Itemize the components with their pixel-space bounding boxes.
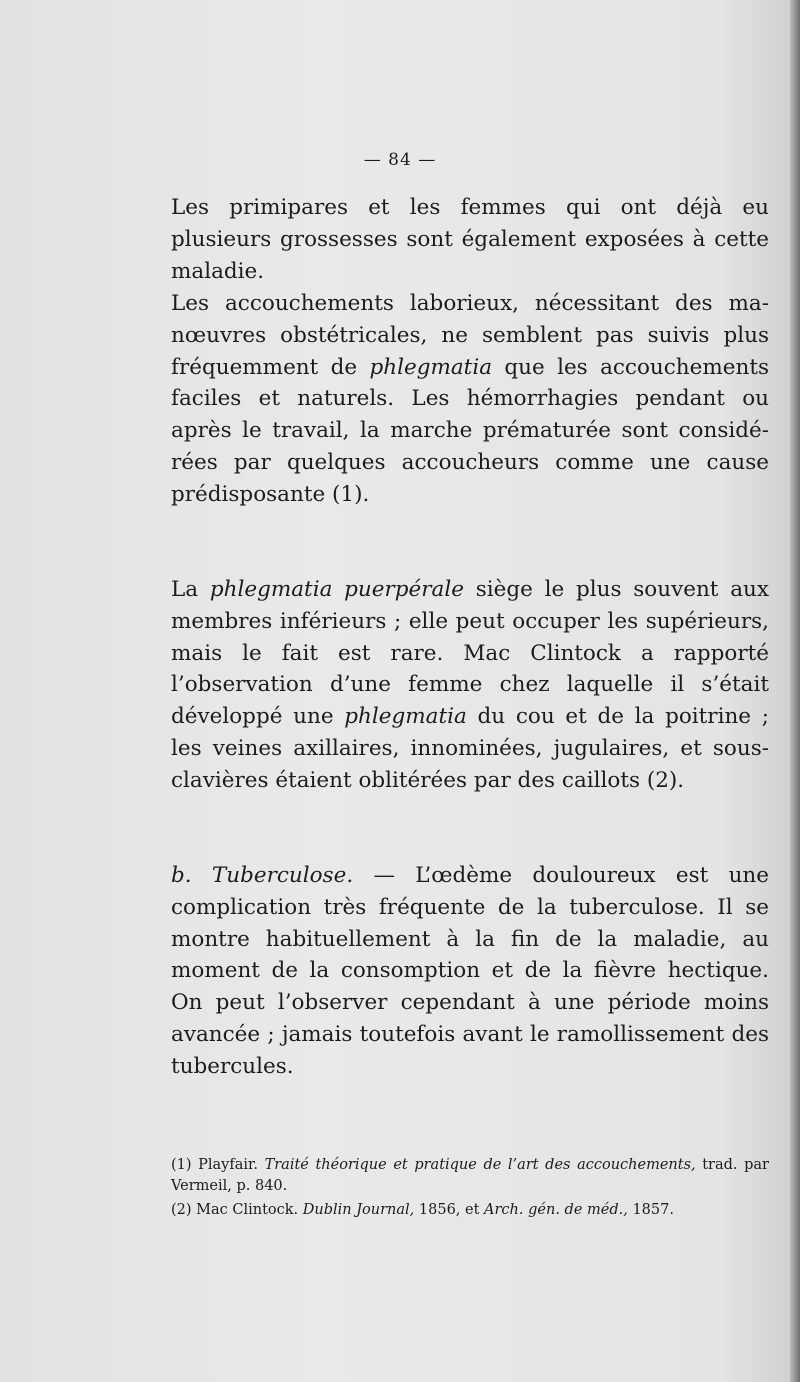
footnote-1-segment-1: (1) Playfair. bbox=[171, 1157, 265, 1173]
paragraph-4-segment-2: — L’œdème douloureux est une complication très fréquente de la tuberculose. Il se montre habituellement à la fin de la maladie, au moment de la consomption et de la fièvre hectique. On peut l’observer cependant à une période moins avancée ; jamais toutefois avant le ramollissement des tubercules. bbox=[171, 863, 769, 1079]
paragraph-1-segment-1: Les primipares et les femmes qui ont déjà eu plusieurs grossesses sont également exposées à cette maladie. bbox=[171, 195, 769, 284]
footnote-1-segment-2: Traité théorique et pratique de l’art des accouchements, bbox=[264, 1157, 696, 1173]
paragraph-3-segment-1: La bbox=[171, 577, 210, 602]
paragraph-3-text bbox=[171, 574, 769, 797]
footnote-1-segment-3: trad. par Vermeil, p. 840. bbox=[171, 1157, 769, 1194]
page-number: — 84 — bbox=[363, 150, 437, 170]
paragraph-2-segment-2: phlegmatia bbox=[369, 354, 493, 380]
footnotes bbox=[171, 1155, 769, 1221]
paragraph-2-segment-3: que les accouchements faciles et naturels. Les hémorrhagies pendant ou après le travail, la marche prématurée sont considérées par quelques accoucheurs comme une cause prédisposante (1). bbox=[171, 354, 770, 507]
paragraph-4-segment-1: b. Tuberculose. bbox=[171, 863, 354, 888]
paragraph-4 bbox=[171, 860, 769, 1083]
footnote-2-segment-5: 1857. bbox=[627, 1202, 674, 1218]
paragraph-3-segment-2: phlegmatia puerpérale bbox=[209, 577, 464, 602]
footnote-2-segment-1: (2) Mac Clintock. bbox=[171, 1202, 303, 1218]
paragraph-2-text bbox=[171, 288, 769, 511]
footnote-2-segment-4: Arch. gén. de méd., bbox=[484, 1202, 628, 1218]
paragraph-1-text bbox=[171, 192, 769, 287]
footnote-2-segment-2: Dublin Journal, bbox=[302, 1202, 415, 1218]
footnote-2 bbox=[171, 1200, 769, 1221]
paragraph-4-text bbox=[171, 860, 769, 1083]
paragraph-3 bbox=[171, 574, 769, 797]
paragraph-2 bbox=[171, 288, 769, 511]
paragraph-1 bbox=[171, 192, 769, 287]
paragraph-2-segment-1: Les accouchements laborieux, nécessitant des manœuvres obstétricales, ne semblent pas suivis plus fréquemment de bbox=[171, 291, 769, 380]
footnote-1 bbox=[171, 1155, 769, 1197]
paragraph-3-segment-3: siège le plus souvent aux membres inférieurs ; elle peut occuper les supérieurs, mais le fait est rare. Mac Clintock a rapporté l’observation d’une femme chez laquelle il s’était développé une bbox=[171, 577, 770, 730]
paragraph-3-segment-5: du cou et de la poitrine ; les veines axillaires, innominées, jugulaires, et sous-clavières étaient oblitérées par des caillots (2). bbox=[171, 704, 769, 793]
page-edge-shadow bbox=[790, 0, 800, 1382]
paragraph-3-segment-4: phlegmatia bbox=[344, 704, 467, 730]
footnote-2-segment-3: 1856, et bbox=[414, 1202, 485, 1218]
